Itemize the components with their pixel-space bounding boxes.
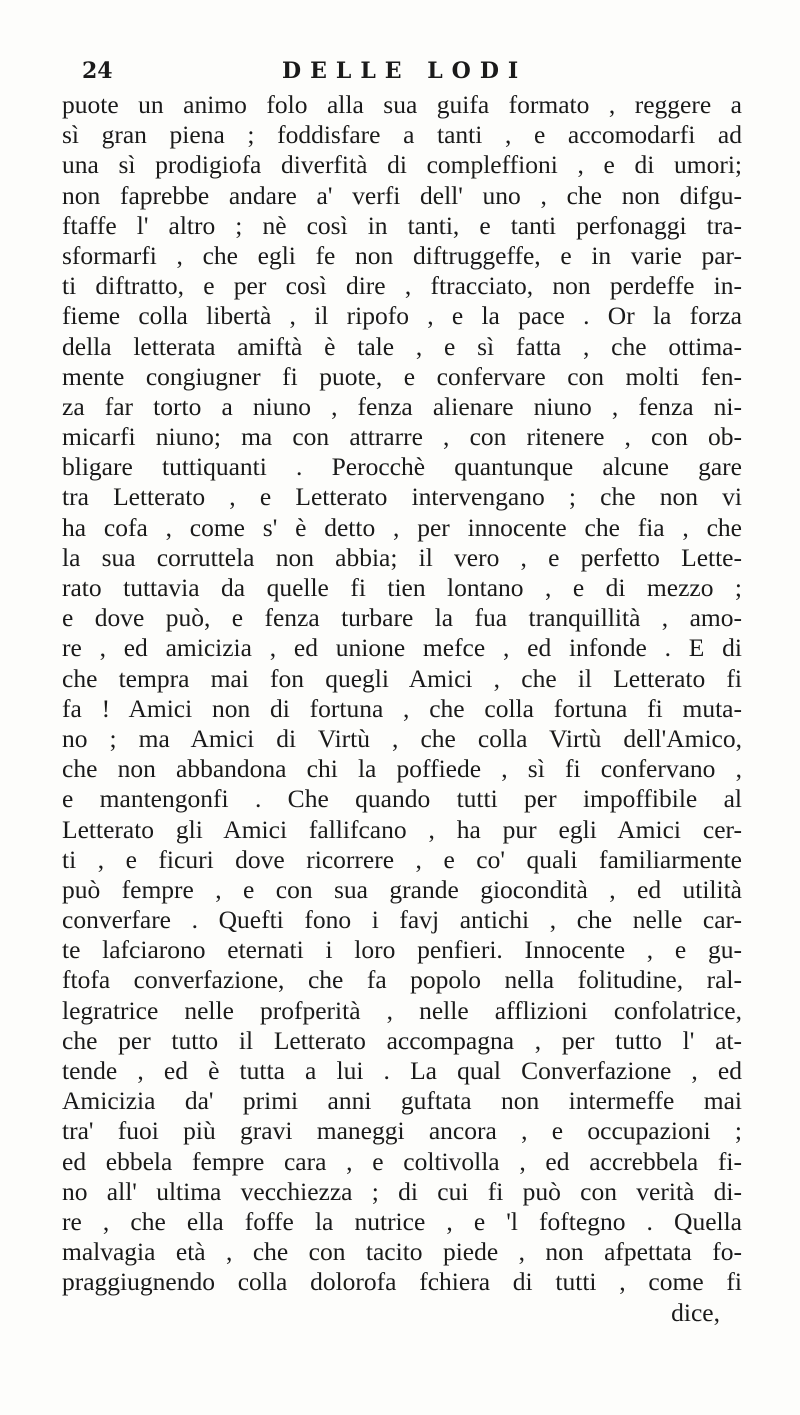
- text-line: za far torto a niuno , fenza alienare niuno , fenza ni-: [62, 391, 742, 421]
- text-line: legratrice nelle profperità , nelle afflizioni confolatrice,: [62, 995, 742, 1025]
- text-line: ti , e ficuri dove ricorrere , e co' quali familiarmente: [62, 844, 742, 874]
- text-line: e mantengonfi . Che quando tutti per impoffibile al: [62, 784, 742, 814]
- text-line: puote un animo folo alla sua guifa formato , reggere a: [62, 90, 742, 119]
- text-line: fa ! Amici non di fortuna , che colla fortuna fi muta-: [62, 693, 742, 723]
- text-line: micarfi niuno; ma con attrarre , con ritenere , con ob-: [62, 422, 742, 452]
- text-line: ti diftratto, e per così dire , ftracciato, non perdeffe in-: [62, 271, 742, 301]
- text-line: tra Letterato , e Letterato intervengano ; che non vi: [62, 482, 742, 512]
- text-line: no all' ultima vecchiezza ; di cui fi può con verità di-: [62, 1176, 742, 1206]
- text-line: mente congiugner fi puote, e confervare con molti fen-: [62, 361, 742, 391]
- text-line: e dove può, e fenza turbare la fua tranquillità , amo-: [62, 603, 742, 633]
- text-line: rato tuttavia da quelle fi tien lontano , e di mezzo ;: [62, 573, 742, 602]
- text-line: tra' fuoi più gravi maneggi ancora , e occupazioni ;: [62, 1116, 742, 1146]
- text-line: sì gran piena ; foddisfare a tanti , e accomodarfi ad: [62, 120, 742, 150]
- text-line: che non abbandona chi la poffiede , sì fi confervano ,: [62, 754, 742, 784]
- text-line: converfare . Quefti fono i favj antichi , che nelle car-: [62, 905, 742, 935]
- text-line: malvagia età , che con tacito piede , non afpettata fo-: [62, 1237, 742, 1267]
- text-line: fieme colla libertà , il ripofo , e la pace . Or la forza: [62, 301, 742, 331]
- catchword: dice,: [671, 1297, 720, 1327]
- text-line: una sì prodigiofa diverfità di compleffioni , e di umori;: [62, 150, 742, 180]
- text-line: non faprebbe andare a' verfi dell' uno , che non difgu-: [62, 180, 742, 210]
- text-line: re , ed amicizia , ed unione mefce , ed infonde . E di: [62, 633, 742, 663]
- text-line: Letterato gli Amici fallifcano , ha pur egli Amici cer-: [62, 814, 742, 844]
- text-line: che per tutto il Letterato accompagna , per tutto l' at-: [62, 1025, 742, 1055]
- text-line: ftofa converfazione, che fa popolo nella folitudine, ral-: [62, 965, 742, 995]
- text-line: bligare tuttiquanti . Perocchè quantunque alcune gare: [62, 452, 742, 482]
- text-line: della letterata amiftà è tale , e sì fatta , che ottima-: [62, 331, 742, 361]
- page-number: 24: [82, 58, 113, 84]
- text-line: può fempre , e con sua grande giocondità , ed utilità: [62, 874, 742, 904]
- text-line: sformarfi , che egli fe non diftruggeffe, e in varie par-: [62, 240, 742, 270]
- body-text: [62, 90, 742, 1328]
- text-line: tende , ed è tutta a lui . La qual Converfazione , ed: [62, 1056, 742, 1085]
- text-line: che tempra mai fon quegli Amici , che il Letterato fi: [62, 663, 742, 693]
- text-line: praggiugnendo colla dolorofa fchiera di tutti , come fi: [62, 1267, 742, 1297]
- text-line: ed ebbela fempre cara , e coltivolla , ed accrebbela fi-: [62, 1146, 742, 1176]
- text-line: re , che ella foffe la nutrice , e 'l foftegno . Quella: [62, 1206, 742, 1236]
- running-title: DELLE LODI: [282, 58, 528, 84]
- text-line: ha cofa , come s' è detto , per innocente che fia , che: [62, 512, 742, 542]
- text-line: no ; ma Amici di Virtù , che colla Virtù dell'Amico,: [62, 723, 742, 753]
- text-line: Amicizia da' primi anni guftata non intermeffe mai: [62, 1086, 742, 1116]
- running-head: [82, 58, 732, 88]
- text-line: te lafciarono eternati i loro penfieri. Innocente , e gu-: [62, 935, 742, 965]
- text-line: la sua corruttela non abbia; il vero , e perfetto Lette-: [62, 542, 742, 572]
- text-line: ftaffe l' altro ; nè così in tanti, e tanti perfonaggi tra-: [62, 210, 742, 240]
